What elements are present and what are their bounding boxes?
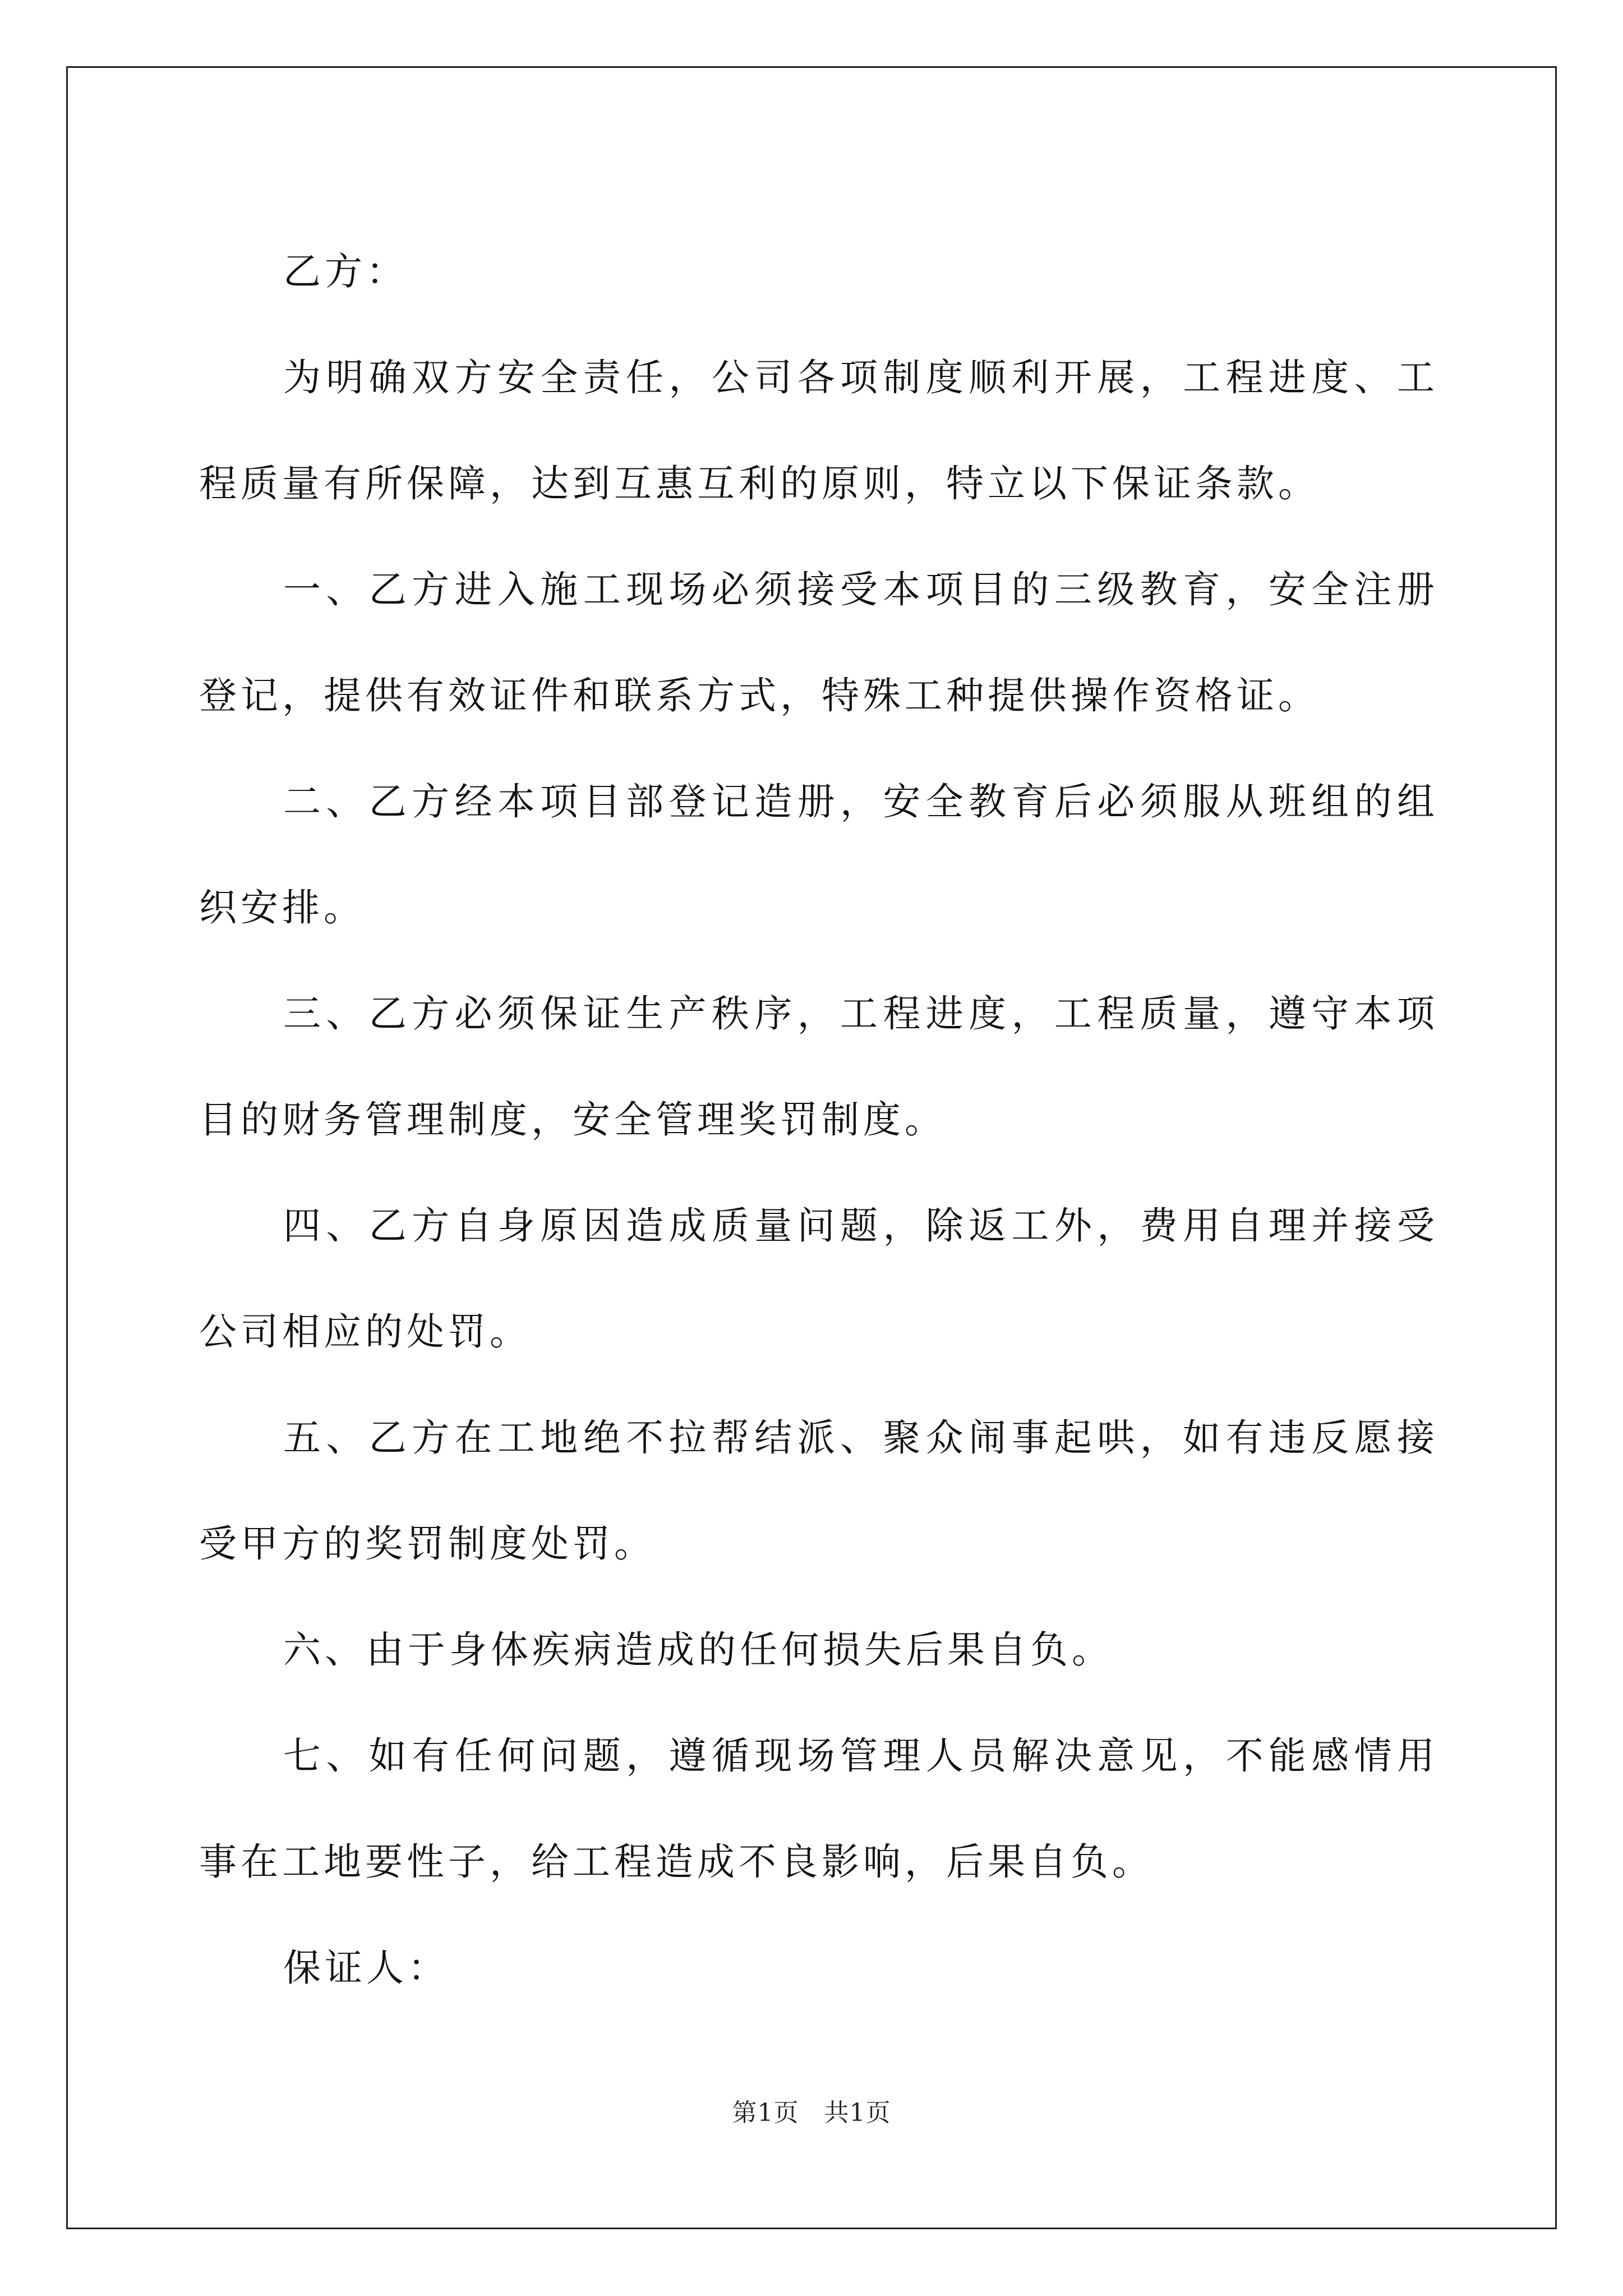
paragraph-clause-7: 七、如有任何问题，遵循现场管理人员解决意见，不能感情用事在工地要性子，给工程造成不良影响，后果自负。 <box>199 1734 1438 1884</box>
paragraph-clause-4: 四、乙方自身原因造成质量问题，除返工外，费用自理并接受公司相应的处罚。 <box>199 1204 1438 1354</box>
paragraph-intro: 为明确双方安全责任，公司各项制度顺利开展，工程进度、工程质量有所保障，达到互惠互利的原则，特立以下保证条款。 <box>199 356 1438 505</box>
paragraph-clause-3: 三、乙方必须保证生产秩序，工程进度，工程质量，遵守本项目的财务管理制度，安全管理奖罚制度。 <box>199 992 1438 1142</box>
document-body <box>199 219 1438 2021</box>
paragraph-clause-1: 一、乙方进入施工现场必须接受本项目的三级教育，安全注册登记，提供有效证件和联系方式，特殊工种提供操作资格证。 <box>199 568 1438 717</box>
page-number-footer: 第1页 共1页 <box>732 2099 891 2127</box>
paragraph-clause-2: 二、乙方经本项目部登记造册，安全教育后必须服从班组的组织安排。 <box>199 780 1438 930</box>
paragraph-clause-5: 五、乙方在工地绝不拉帮结派、聚众闹事起哄，如有违反愿接受甲方的奖罚制度处罚。 <box>199 1416 1438 1566</box>
paragraph-party-b: 乙方： <box>283 250 408 293</box>
paragraph-clause-6: 六、由于身体疾病造成的任何损失后果自负。 <box>283 1628 1113 1672</box>
paragraph-guarantor: 保证人： <box>283 1946 449 1990</box>
